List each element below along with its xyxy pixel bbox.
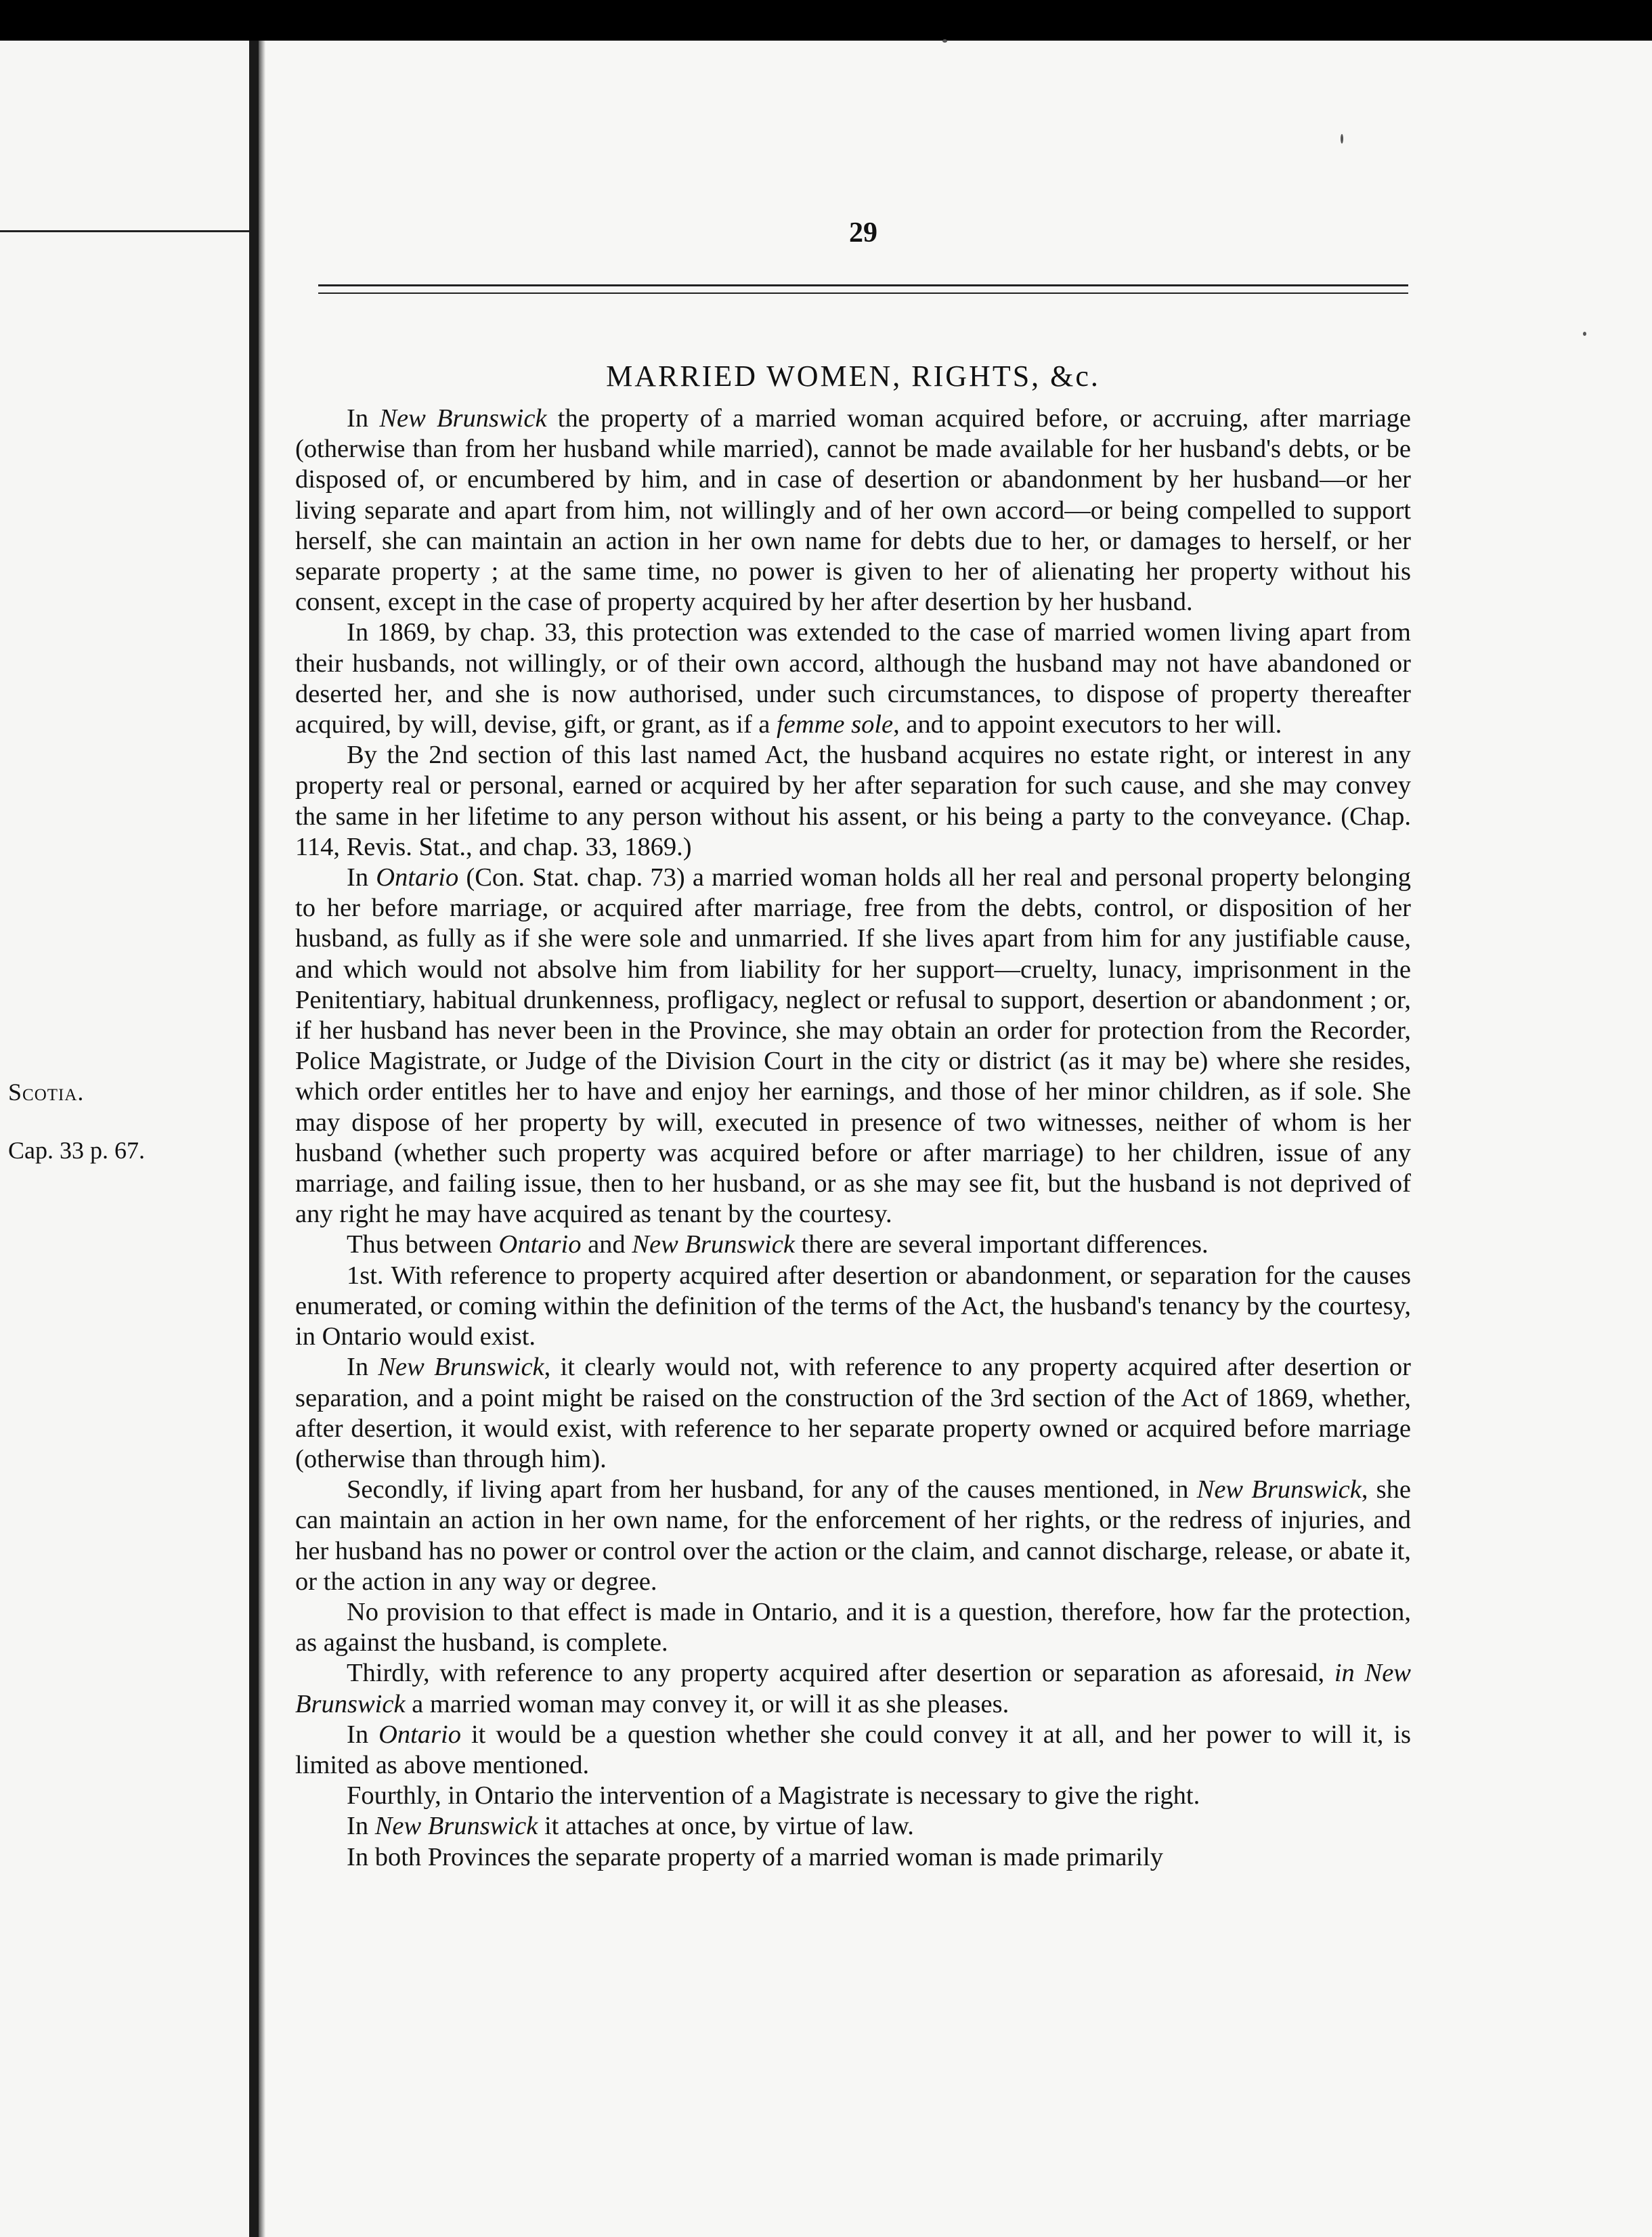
page-number: 29 xyxy=(849,217,877,248)
text-run: In xyxy=(347,1720,379,1749)
paragraph-p6 xyxy=(295,1261,1411,1353)
paragraph-p12 xyxy=(295,1781,1411,1811)
italic-run: Ontario xyxy=(498,1230,582,1259)
text-run: it would be a question whether she could convey it at all, and her power to will it, is limited as above mentioned. xyxy=(295,1720,1412,1779)
paragraph-p10 xyxy=(295,1658,1411,1719)
text-run: , it clearly would not, with reference to any property acquired after desertion or separation, and a point might be raised on the construction of the 3rd section of the Act of 1869, whether, after desertion, it would exist, with reference to her separate property owned or acquired before marriage (otherwise than through him). xyxy=(295,1353,1411,1473)
text-run: In xyxy=(347,863,376,892)
text-run: 1st. With reference to property acquired after desertion or abandonment, or separation for the causes enumerated, or coming within the definition of the terms of the Act, the husband's tenancy by the courtesy, in Ontario would exist. xyxy=(295,1261,1411,1351)
scan-speck xyxy=(1583,332,1586,336)
text-run: Thus between xyxy=(347,1230,499,1259)
paragraph-p8 xyxy=(295,1475,1411,1597)
paragraph-p11 xyxy=(295,1720,1411,1781)
margin-note-scotia: Scotia. xyxy=(8,1079,85,1106)
paragraph-p4 xyxy=(295,863,1411,1230)
text-run: No provision to that effect is made in Ontario, and it is a question, therefore, how far the protection, as against the husband, is complete. xyxy=(295,1597,1411,1657)
paragraph-p7 xyxy=(295,1352,1411,1475)
header-rule-bottom xyxy=(318,292,1408,294)
text-run: , and to appoint executors to her will. xyxy=(893,710,1282,739)
paragraph-p13 xyxy=(295,1811,1411,1842)
paragraph-p9 xyxy=(295,1597,1411,1658)
italic-run: femme sole xyxy=(776,710,894,739)
text-run: , she can maintain an action in her own name, for the enforcement of her rights, or the redress of injuries, and her husband has no power or control over the action or the claim, and cannot discharge, release, or abate it, or the action in any way or degree. xyxy=(295,1475,1411,1596)
paragraph-p3 xyxy=(295,740,1411,863)
text-run: In xyxy=(347,404,380,433)
text-run: In both Provinces the separate property of a married woman is made primarily xyxy=(347,1842,1163,1871)
text-run: Fourthly, in Ontario the intervention of a Magistrate is necessary to give the right. xyxy=(347,1781,1200,1810)
paragraph-p1 xyxy=(295,404,1411,617)
italic-run: Ontario xyxy=(378,1720,461,1749)
paragraph-p2 xyxy=(295,617,1411,740)
italic-run: New Brunswick xyxy=(374,1812,538,1841)
text-run: it attaches at once, by virtue of law. xyxy=(538,1812,914,1841)
italic-run: New Brunswick xyxy=(1196,1475,1362,1504)
text-run: In 1869, by chap. 33, this protection was extended to the case of married women living apart from their husbands, not willingly, or of their own accord, although the husband may not have abandoned or deserted her, and she is now authorised, under such circumstances, to dispose of property thereafter acquired, by will, devise, gift, or grant, as if a xyxy=(295,618,1411,739)
scan-speck xyxy=(942,39,947,43)
italic-run: Ontario xyxy=(376,863,459,892)
paragraph-p5 xyxy=(295,1230,1411,1260)
paragraph-p14 xyxy=(295,1842,1411,1873)
text-run: (Con. Stat. chap. 73) a married woman holds all her real and personal property belonging to her before marriage, or acquired after marriage, free from the debts, control, or disposition of her husband, as fully as if she were sole and unmarried. If she lives apart from him for any justifiable cause, and which would not absolve him from liability for her support—cruelty, lunacy, imprisonment in the Penitentiary, habitual drunkenness, profligacy, neglect or refusal to support, desertion or abandonment ; or, if her husband has never been in the Province, she may obtain an order for protection from the Recorder, Police Magistrate, or Judge of the Division Court in the city or district (as it may be) where she resides, which order entitles her to have and enjoy her earnings, and those of her minor children, as if sole. She may dispose of her property by will, executed in presence of two witnesses, neither of whom is her husband (whether such property was acquired before or after marriage) to her children, issue of any marriage, and failing issue, then to her husband, or as she may see fit, but the husband is not deprived of any right he may have acquired as tenant by the courtesy. xyxy=(295,863,1412,1229)
italic-run: New Brunswick xyxy=(378,1353,544,1382)
gutter-shadow xyxy=(259,41,265,2237)
text-run: a married woman may convey it, or will it as she pleases. xyxy=(405,1689,1009,1718)
facing-page-rule xyxy=(0,230,249,232)
header-rule-top xyxy=(318,284,1408,286)
book-gutter xyxy=(249,41,259,2237)
body-text xyxy=(295,404,1411,1873)
margin-note-cap: Cap. 33 p. 67. xyxy=(8,1137,145,1164)
text-run: the property of a married woman acquired before, or accruing, after marriage (otherwise than from her husband while married), cannot be made available for her husband's debts, or be disposed of, or encumbered by him, and in case of desertion or abandonment by her husband—or her living separate and apart from him, not willingly and of her own accord—or being compelled to support herself, she can maintain an action in her own name for debts due to her, or damages to herself, or her separate property ; at the same time, no power is given to her of alienating her property without his consent, except in the case of property acquired by her after desertion by her husband. xyxy=(295,404,1412,617)
italic-run: New Brunswick xyxy=(632,1230,795,1259)
page-title: MARRIED WOMEN, RIGHTS, &c. xyxy=(606,360,1100,393)
text-run: Thirdly, with reference to any property acquired after desertion or separation as aforesaid, xyxy=(347,1659,1334,1688)
italic-run: in New Brunswick xyxy=(295,1659,1411,1718)
text-run: In xyxy=(347,1353,378,1382)
text-run: In xyxy=(347,1812,375,1841)
text-run: By the 2nd section of this last named Act, the husband acquires no estate right, or interest in any property real or personal, earned or acquired by her after separation for such cause, and she may convey the same in her lifetime to any person without his assent, or his being a party to the conveyance. (Chap. 114, Revis. Stat., and chap. 33, 1869.) xyxy=(295,741,1411,861)
text-run: there are several important differences. xyxy=(794,1230,1209,1259)
scan-speck xyxy=(1341,134,1343,144)
text-run: and xyxy=(581,1230,632,1259)
text-run: Secondly, if living apart from her husband, for any of the causes mentioned, in xyxy=(347,1475,1197,1504)
italic-run: New Brunswick xyxy=(379,404,547,433)
